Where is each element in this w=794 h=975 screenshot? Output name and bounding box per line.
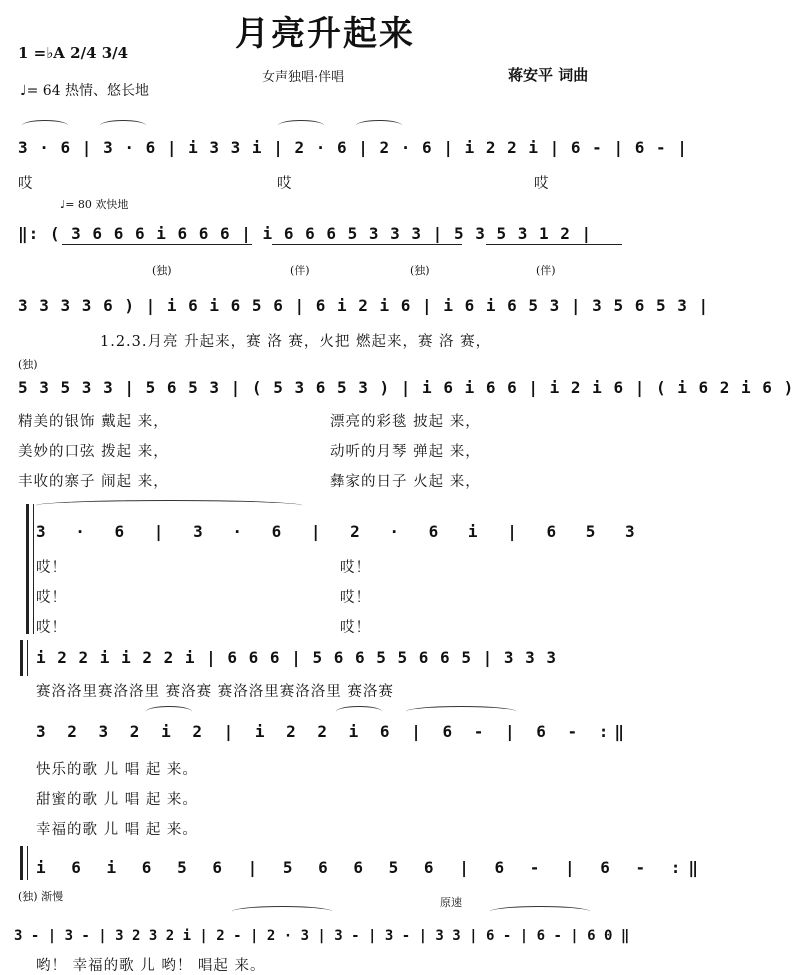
repeat-bracket	[20, 846, 28, 880]
mark-chorus: (伴)	[536, 264, 556, 277]
slur	[490, 906, 590, 917]
verse1-right: 漂亮的彩毯 披起 来，	[330, 414, 481, 430]
notation-row-8: i 6 i 6 5 6 | 5 6 6 5 6 | 6 - | 6 - :‖	[36, 858, 707, 877]
lyrics-refrain: 赛洛洛里赛洛洛里 赛洛赛 赛洛洛里赛洛洛里 赛洛赛	[36, 684, 394, 700]
slur	[100, 120, 146, 131]
mark-solo-rit: (独) 渐慢	[18, 890, 64, 903]
key-signature: 1 =♭A 2/4 3/4	[18, 44, 129, 62]
song-subtitle: 女声独唱·伴唱	[262, 70, 345, 85]
verse3-left: 丰收的寨子 闹起 来，	[18, 474, 169, 490]
tempo-marking-fast: ♩= 80 欢快地	[60, 198, 129, 211]
notation-row-2: ‖: ( 3 6 6 6 i 6 6 6 | i 6 6 6 5 3 3 3 | 5 3 5 3 1 2 |	[18, 224, 593, 243]
song-title: 月亮升起来	[235, 14, 415, 54]
notation-row-6: i 2 2 i i 2 2 i | 6 6 6 | 5 6 6 5 5 6 6 5 | 3 3 3	[36, 648, 558, 667]
mark-solo: (独)	[410, 264, 430, 277]
mark-a-tempo: 原速	[440, 896, 462, 909]
mark-solo: (独)	[18, 358, 38, 371]
slur	[36, 500, 302, 511]
lyrics-verse-main: 1.2.3.月亮 升起来，赛 洛 赛，火把 燃起来，赛 洛 赛，	[100, 334, 492, 350]
notation-row-3: 3 3 3 3 6 ) | i 6 i 6 5 6 | 6 i 2 i 6 | i 6 i 6 5 3 | 3 5 6 5 3 |	[18, 296, 710, 315]
slur	[22, 120, 68, 131]
slur	[336, 706, 382, 717]
beam-line	[486, 244, 622, 245]
lyric-hai-2: 哎	[277, 176, 293, 192]
notation-row-5: 3 · 6 | 3 · 6 | 2 · 6 i | 6 5 3	[36, 522, 645, 541]
verse-end-3: 幸福的歌 儿 唱 起 来。	[36, 822, 198, 838]
slur	[406, 706, 516, 717]
lyric-oh: 哎！	[36, 590, 67, 606]
verse-end-2: 甜蜜的歌 儿 唱 起 来。	[36, 792, 198, 808]
slur	[146, 706, 192, 717]
verse3-right: 彝家的日子 火起 来，	[330, 474, 481, 490]
slur	[232, 906, 332, 917]
mark-chorus: (伴)	[290, 264, 310, 277]
lyric-hai-3: 哎	[534, 176, 550, 192]
beam-line	[272, 244, 462, 245]
verse2-right: 动听的月琴 弹起 来，	[330, 444, 481, 460]
notation-row-7: 3 2 3 2 i 2 | i 2 2 i 6 | 6 - | 6 - :‖	[36, 722, 631, 741]
notation-row-9: 3 - | 3 - | 3 2 3 2 i | 2 - | 2 · 3 | 3 - | 3 - | 3 3 | 6 - | 6 - | 6 0 ‖	[14, 928, 630, 944]
beam-line	[62, 244, 252, 245]
notation-row-4: 5 3 5 3 3 | 5 6 5 3 | ( 5 3 6 5 3 ) | i 6 i 6 6 | i 2 i 6 | ( i 6 2 i 6 )	[18, 378, 794, 397]
verse2-left: 美妙的口弦 拨起 来，	[18, 444, 169, 460]
lyrics-ending: 哟！ 幸福的歌 儿 哟！ 唱起 来。	[36, 958, 266, 974]
lyric-oh: 哎！	[340, 560, 371, 576]
lyric-oh: 哎！	[36, 620, 67, 636]
slur	[278, 120, 324, 131]
notation-row-1: 3 · 6 | 3 · 6 | i 3 3 i | 2 · 6 | 2 · 6 | i 2 2 i | 6 - | 6 - |	[18, 138, 688, 157]
verse1-left: 精美的银饰 戴起 来，	[18, 414, 169, 430]
verse-end-1: 快乐的歌 儿 唱 起 来。	[36, 762, 198, 778]
tempo-marking-intro: ♩= 64 热情、悠长地	[20, 83, 150, 99]
mark-solo: (独)	[152, 264, 172, 277]
song-author: 蒋安平 词曲	[508, 66, 589, 84]
repeat-bracket	[26, 504, 34, 634]
repeat-bracket	[20, 640, 28, 676]
lyric-oh: 哎！	[340, 590, 371, 606]
slur	[356, 120, 402, 131]
lyric-oh: 哎！	[36, 560, 67, 576]
lyric-hai-1: 哎	[18, 176, 34, 192]
lyric-oh: 哎！	[340, 620, 371, 636]
